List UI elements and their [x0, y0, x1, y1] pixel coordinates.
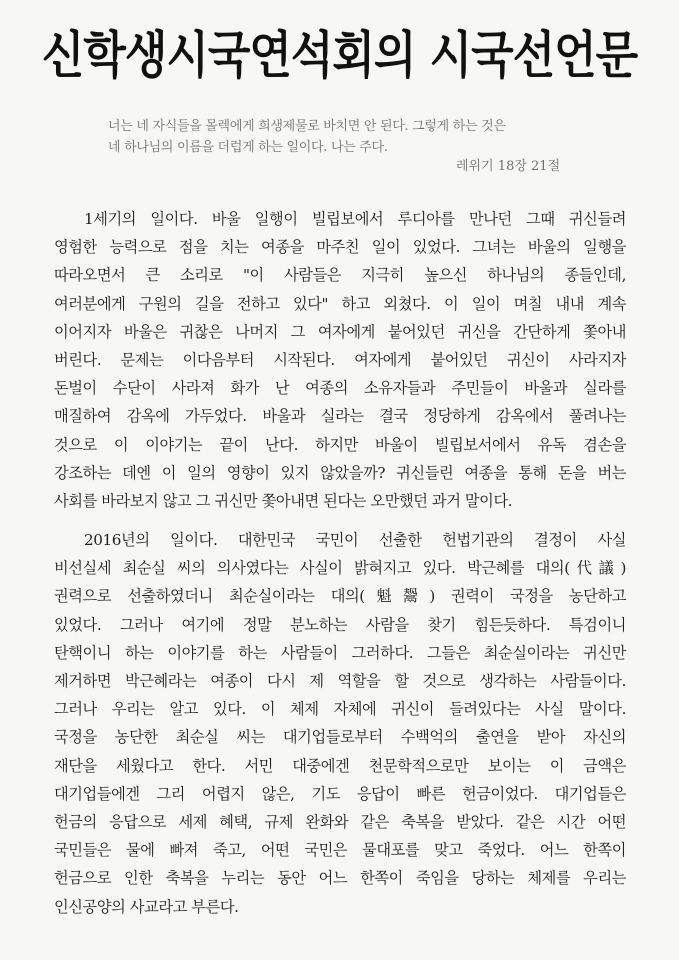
body-paragraph: [54, 526, 626, 921]
paragraph-line: 국정을 농단한 최순실 씨는 대기업들로부터 수백억의 출연을 받아 자신의: [54, 728, 626, 747]
paragraph-line: 것으로 이 이야기는 끝이 난다. 하지만 바울이 빌립보서에서 유독 겸손을: [54, 435, 626, 454]
epigraph-line: 네 하나님의 이름을 더럽게 하는 일이다. 나는 주다.: [108, 140, 388, 155]
paragraph-line: 있었다. 그러나 여기에 정말 분노하는 사람을 찾기 힘든듯하다. 특검이니: [54, 615, 626, 634]
paragraph-line: 헌금으로 인한 축복을 누리는 동안 어느 한쪽이 죽임을 당하는 체제를 우리는: [54, 869, 626, 888]
paragraph-line: 제거하면 박근혜라는 여종이 다시 제 역할을 할 것으로 생각하는 사람들이다.: [54, 672, 626, 691]
paragraph-line: 사회를 바라보지 않고 그 귀신만 쫓아내면 된다는 오만했던 과거 말이다.: [54, 492, 513, 511]
epigraph-line: 너는 네 자식들을 몰렉에게 희생제물로 바치면 안 된다. 그렇게 하는 것은: [108, 119, 506, 134]
paragraph-line: 그러나 우리는 알고 있다. 이 체제 자체에 귀신이 들려있다는 사실 말이다.: [54, 700, 626, 719]
paragraph-line: 재단을 세웠다고 한다. 서민 대중에겐 천문학적으로만 보이는 이 금액은: [54, 756, 626, 775]
body-paragraph: [54, 205, 626, 515]
paragraph-line: 헌금의 응답으로 세제 혜택, 규제 완화와 같은 축복을 받았다. 같은 시간 어떤: [54, 813, 626, 832]
paragraph-line: 1세기의 일이다. 바울 일행이 빌립보에서 루디아를 만나던 그때 귀신들려: [84, 210, 626, 228]
paragraph-line: 버린다. 문제는 이다음부터 시작된다. 여자에게 붙어있던 귀신이 사라지자: [54, 351, 626, 370]
paragraph-line: 돈벌이 수단이 사라져 화가 난 여종의 소유자들과 주민들이 바울과 실라를: [54, 379, 626, 398]
paragraph-line: 따라오면서 큰 소리로 "이 사람들은 지극히 높으신 하나님의 종들인데,: [54, 266, 626, 285]
paragraph-line: 인신공양의 사교라고 부른다.: [54, 897, 239, 916]
paragraph-line: 비선실세 최순실 씨의 의사였다는 사실이 밝혀지고 있다. 박근혜를 대의(代議): [54, 559, 626, 578]
paragraph-line: 탄핵이니 하는 이야기를 하는 사람들이 그러하다. 그들은 최순실이라는 귀신만: [54, 643, 626, 662]
paragraph-line: 여러분에게 구원의 길을 전하고 있다" 하고 외쳤다. 이 일이 며칠 내내 계속: [54, 294, 626, 313]
paragraph-line: 이어지자 바울은 귀찮은 나머지 그 여자에게 붙어있던 귀신을 간단하게 쫓아내: [54, 322, 626, 341]
epigraph-source: 레위기 18장 21절: [456, 159, 561, 174]
paragraph-line: 2016년의 일이다. 대한민국 국민이 선출한 헌법기관의 결정이 사실: [84, 531, 626, 549]
paragraph-line: 국민들은 물에 빠져 죽고, 어떤 국민은 물대포를 맞고 죽었다. 어느 한쪽이: [54, 841, 626, 860]
paragraph-line: 권력으로 선출하였더니 최순실이라는 대의(魁鬶) 권력이 국정을 농단하고: [54, 587, 626, 606]
paragraph-line: 영험한 능력으로 점을 치는 여종을 마주친 일이 있었다. 그녀는 바울의 일행을: [54, 238, 626, 257]
document-title: 신학생시국연석회의 시국선언문: [41, 26, 638, 85]
epigraph: [108, 116, 578, 158]
paragraph-line: 매질하여 감옥에 가두었다. 바울과 실라는 결국 정당하게 감옥에서 풀려나는: [54, 407, 626, 426]
paragraph-line: 대기업들에겐 그리 어렵지 않은, 기도 응답이 빠른 헌금이었다. 대기업들은: [54, 784, 626, 803]
paragraph-line: 강조하는 데엔 이 일의 영향이 있지 않았을까? 귀신들린 여종을 통해 돈을 버는: [54, 463, 626, 482]
